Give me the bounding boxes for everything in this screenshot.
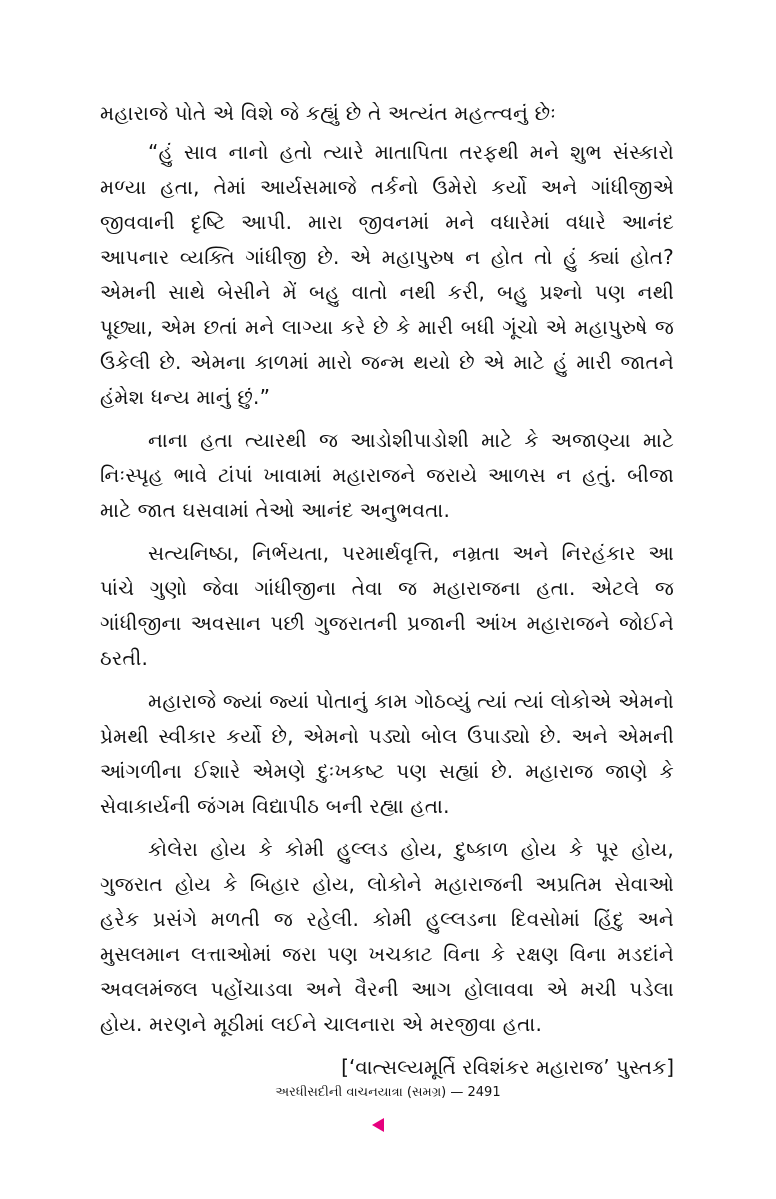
quote-paragraph: “હું સાવ નાનો હતો ત્યારે માતાપિતા તરફથી મને શુભ સંસ્કારો મળ્યા હતા, તેમાં આર્યસમાજે તર્કનો ઉમેરો કર્યો અને ગાંધીજીએ જીવવાની દૃષ્ટિ આપી. મારા જીવનમાં મને વધારેમાં વધારે આનંદ આપનાર વ્યક્તિ ગાંધીજી છે. એ મહાપુરુષ ન હોત તો હું ક્યાં હોત? એમની સાથે બેસીને મેં બહુ વાતો નથી કરી, બહુ પ્રશ્નો પણ નથી પૂછ્યા, એમ છતાં મને લાગ્યા કરે છે કે મારી બધી ગૂંચો એ મહાપુરુષે જ ઉકેલી છે. એમના કાળમાં મારો જન્મ થયો છે એ માટે હું મારી જાતને હંમેશ ધન્ય માનું છું.” [100,140,674,409]
source-citation: [‘વાત્સલ્યમૂર્તિ રવિશંકર મહારાજ’ પુસ્તક] [341,1055,674,1079]
page-footer: અરધીસદીની વાચનયાત્રા (સમગ્ર) — 2491 [275,1085,501,1100]
body-paragraph: નાના હતા ત્યારથી જ આડોશીપાડોશી માટે કે અજાણ્યા માટે નિઃસ્પૃહ ભાવે ટાંપાં ખાવામાં મહારાજને જરાયે આળસ ન હતું. બીજા માટે જાત ઘસવામાં તેઓ આનંદ અનુભવતા. [100,428,674,522]
body-paragraph: કોલેરા હોય કે કોમી હુલ્લડ હોય, દુષ્કાળ હોય કે પૂર હોય, ગુજરાત હોય કે બિહાર હોય, લોકોને મહારાજની અપ્રતિમ સેવાઓ હરેક પ્રસંગે મળતી જ રહેલી. કોમી હુલ્લડના દિવસોમાં હિંદુ અને મુસલમાન લત્તાઓમાં જરા પણ ખચકાટ વિના કે રક્ષણ વિના મડદાંને અવલમંજલ પહોંચાડવા અને વૈરની આગ હોલાવવા એ મચી પડેલા હોય. મરણને મૂઠીમાં લઈને ચાલનારા એ મરજીવા હતા. [100,837,674,1036]
intro-paragraph: મહારાજે પોતે એ વિશે જે કહ્યું છે તે અત્યંત મહત્ત્વનું છેઃ [100,101,557,125]
previous-page-icon[interactable] [372,1118,384,1132]
body-paragraph: મહારાજે જ્યાં જ્યાં પોતાનું કામ ગોઠવ્યું ત્યાં ત્યાં લોકોએ એમનો પ્રેમથી સ્વીકાર કર્યો છે, એમનો પડ્યો બોલ ઉપાડ્યો છે. અને એમની આંગળીના ઈશારે એમણે દુઃખકષ્ટ પણ સહ્યાં છે. મહારાજ જાણે કે સેવાકાર્યની જંગમ વિદ્યાપીઠ બની રહ્યા હતા. [100,689,674,818]
page-body [100,96,674,1085]
body-paragraph: સત્યનિષ્ઠા, નિર્ભયતા, પરમાર્થવૃત્તિ, નમ્રતા અને નિરહંકાર આ પાંચે ગુણો જેવા ગાંધીજીના તેવા જ મહારાજના હતા. એટલે જ ગાંધીજીના અવસાન પછી ગુજરાતની પ્રજાની આંખ મહારાજને જોઈને ઠરતી. [100,541,674,670]
